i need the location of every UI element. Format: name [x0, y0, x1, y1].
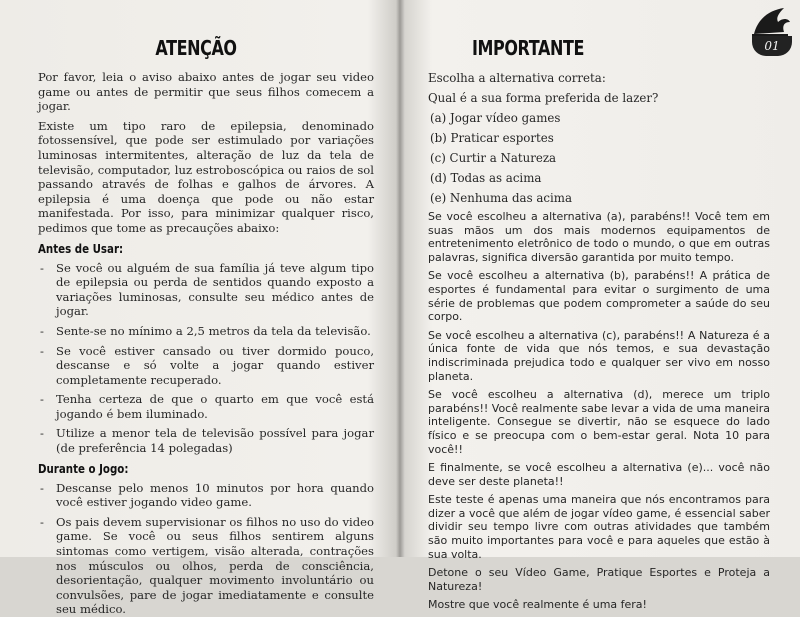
page-number-badge: 01: [752, 36, 792, 56]
intro-paragraph-2: Existe um tipo raro de epilepsia, denominado fotossensível, que pode ser estimulado por variações luminosas intermitentes, alteração de luz da tela de televisão, computador, luz estroboscópica ou raios de sol passando através de folhas e galhos de árvores. A epilepsia é uma doença que pode ou não estar manifestada. Por isso, para minimizar qualquer risco, pedimos que tome as precauções abaixo:: [38, 118, 374, 235]
quiz-prompt-2: Qual é a sua forma preferida de lazer?: [428, 91, 659, 105]
list-item: - Os pais devem supervisionar os filhos no uso do video game. Se você ou seus filhos sentirem alguns sintomas como vertigem, visão alterada, contrações nos músculos ou olhos, perda de consciência, desorientação, qualquer movimento involuntário ou convulsões, pare de jogar imediatamente e consulte seu médico.: [38, 515, 374, 617]
list-item: - Descanse pelo menos 10 minutos por hora quando você estiver jogando video game.: [38, 481, 374, 510]
quiz-option-e: (e) Nenhuma das acima: [430, 191, 573, 205]
list-item: - Tenha certeza de que o quarto em que você está jogando é bem iluminado.: [38, 392, 374, 421]
quiz-option-b: (b) Praticar esportes: [430, 131, 554, 145]
before-use-heading: Antes de Usar:: [38, 240, 124, 256]
before-use-list: [38, 261, 374, 456]
list-item: - Se você estiver cansado ou tiver dormido pouco, descanse e só volte a jogar quando estiver completamente recuperado.: [38, 344, 374, 388]
quiz-prompt-1: Escolha a alternativa correta:: [428, 71, 606, 85]
slogan-line-1: Detone o seu Vídeo Game, Pratique Esportes e Proteja a Natureza!: [428, 566, 770, 593]
answer-paragraph-c: Se você escolheu a alternativa (c), parabéns!! A Natureza é a única fonte de vida que nós temos, e sua devastação indiscriminada prejudica todo e qualquer ser vivo em nosso planeta.: [428, 328, 770, 383]
right-page: [402, 0, 800, 612]
slogan-line-2: Mostre que você realmente é uma fera!: [428, 598, 647, 612]
attention-heading: ATENÇÃO: [155, 36, 237, 60]
important-heading: IMPORTANTE: [471, 36, 585, 60]
list-item: - Utilize a menor tela de televisão possível para jogar (de preferência 14 polegadas): [38, 426, 374, 455]
quiz-option-d: (d) Todas as acima: [430, 171, 542, 185]
during-game-heading: Durante o Jogo:: [38, 460, 129, 476]
list-item: - Se você ou alguém de sua família já teve algum tipo de epilepsia ou perda de sentidos quando exposto a variações luminosas, consulte seu médico antes de jogar.: [38, 261, 374, 319]
answer-paragraph-e: E finalmente, se você escolheu a alternativa (e)... você não deve ser deste planeta!!: [428, 461, 770, 488]
quiz-option-a: (a) Jogar vídeo games: [430, 111, 561, 125]
during-game-list: [38, 481, 374, 617]
answer-paragraph-d: Se você escolheu a alternativa (d), merece um triplo parabéns!! Você realmente sabe levar a vida de uma maneira inteligente. Consegue se divertir, não se esquece do lado físico e se preocupa com o bem-estar geral. Nota 10 para você!!: [428, 388, 770, 456]
closing-paragraph: Este teste é apenas uma maneira que nós encontramos para dizer a você que além de jogar vídeo game, é essencial saber dividir seu tempo livre com outras atividades que também são muito importantes para você e para aqueles que estão à sua volta.: [428, 493, 770, 561]
intro-paragraph-1: Por favor, leia o aviso abaixo antes de jogar seu video game ou antes de permitir que seus filhos comecem a jogar.: [38, 70, 374, 114]
list-item: - Sente-se no mínimo a 2,5 metros da tela da televisão.: [38, 324, 374, 339]
answer-paragraph-a: Se você escolheu a alternativa (a), parabéns!! Você tem em suas mãos um dos mais modernos equipamentos de entretenimento eletrônico de todo o mundo, o que em outras palavras, significa diversão garantida por muito tempo.: [428, 210, 770, 264]
answer-paragraph-b: Se você escolheu a alternativa (b), parabéns!! A prática de esportes é fundamental para evitar o surgimento de uma série de problemas que podem comprometer a saúde do seu corpo.: [428, 269, 770, 324]
left-page: [0, 0, 398, 617]
quiz-option-c: (c) Curtir a Natureza: [430, 151, 557, 165]
